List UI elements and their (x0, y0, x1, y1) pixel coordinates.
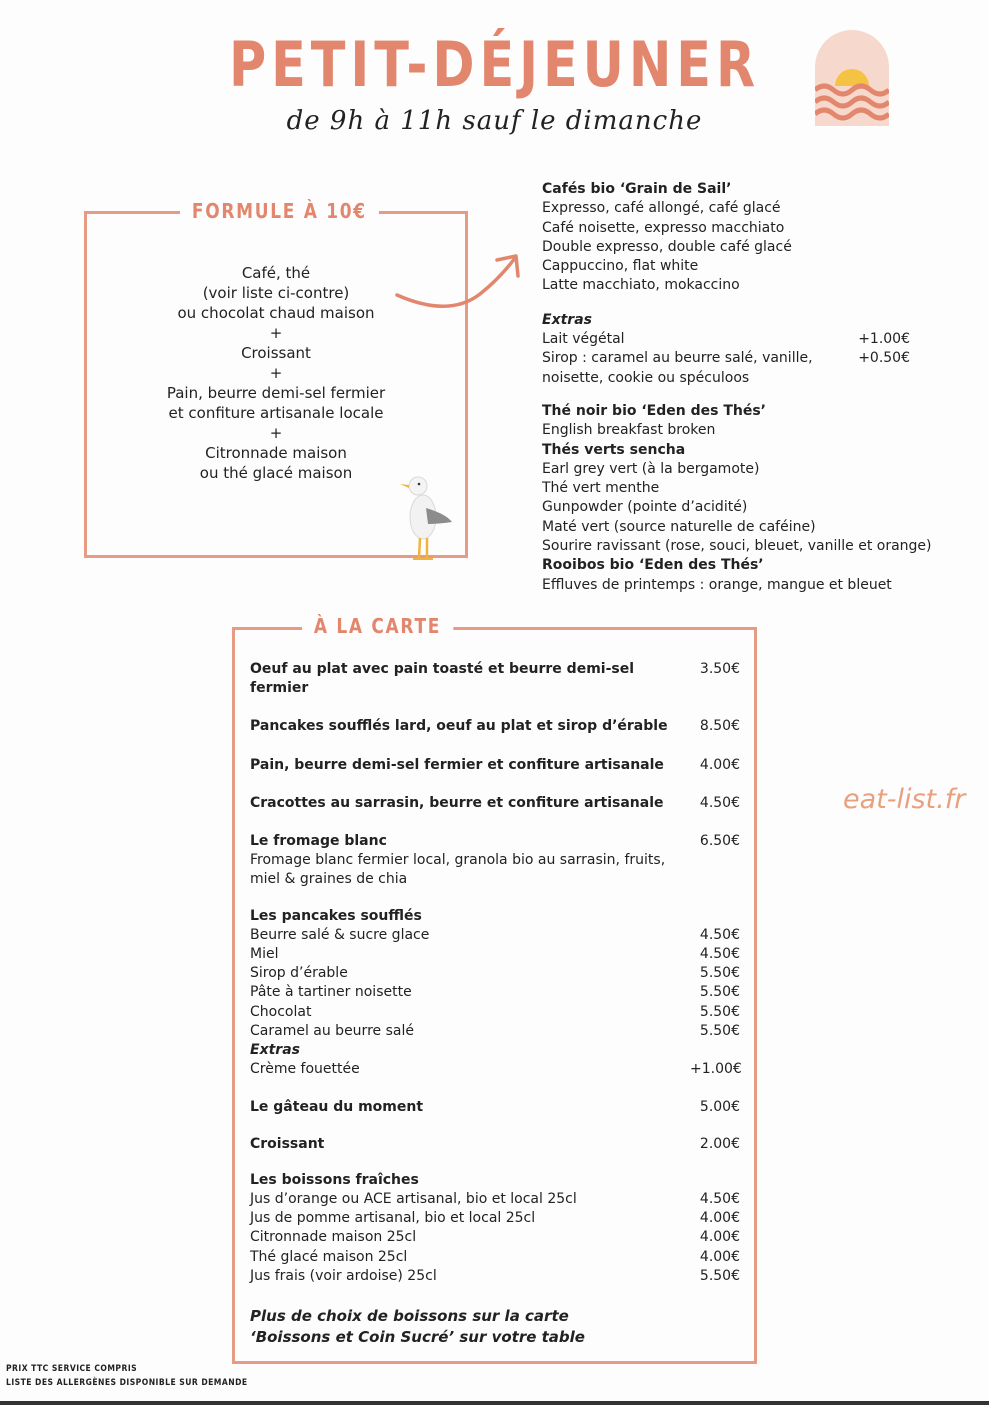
menu-item-price: 4.50€ (699, 794, 740, 811)
menu-item-price: 3.50€ (699, 661, 740, 677)
menu-item-name: Jus de pomme artisanal, bio et local 25cl (250, 1210, 536, 1227)
drinks-list (542, 180, 942, 595)
list-item: Café noisette, expresso macchiato (542, 219, 785, 236)
pancakes-title: Les pancakes soufflés (250, 907, 422, 924)
menu-item-name: Le fromage blanc (250, 833, 387, 850)
seagull-icon (398, 472, 458, 562)
menu-item-price: 4.00€ (699, 1210, 740, 1227)
menu-item-name: Chocolat (250, 1003, 312, 1020)
sunset-waves-icon (815, 30, 889, 126)
list-item: Double expresso, double café glacé (542, 238, 792, 255)
menu-item-price: 6.50€ (699, 833, 740, 850)
formule-plus: + (269, 424, 283, 442)
rooibos-title: Rooibos bio ‘Eden des Thés’ (542, 557, 764, 574)
menu-item-name: Miel (250, 946, 279, 963)
menu-item (250, 1022, 740, 1041)
menu-item-price: 5.50€ (699, 984, 740, 1001)
menu-item-name: Caramel au beurre salé (250, 1022, 414, 1039)
pancakes-extras-title: Extras (250, 1042, 300, 1059)
menu-item (250, 1228, 740, 1247)
menu-item-price: 2.00€ (699, 1135, 740, 1152)
footer-line: LISTE DES ALLERGÈNES DISPONIBLE SUR DEMANDE (6, 1378, 248, 1388)
curved-arrow-icon (394, 248, 524, 312)
list-item: Thé vert menthe (542, 480, 660, 497)
menu-item (250, 1003, 740, 1022)
menu-item-price: 5.50€ (699, 1003, 740, 1020)
menu-item (250, 1248, 740, 1267)
carte-list (250, 660, 740, 1348)
extra-row (542, 330, 942, 349)
the-noir-title: Thé noir bio ‘Eden des Thés’ (542, 402, 766, 419)
menu-item-price: 4.00€ (699, 756, 740, 773)
list-item: English breakfast broken (542, 422, 716, 439)
formule-line: ou chocolat chaud maison (177, 304, 375, 322)
menu-item-price: 8.50€ (699, 718, 740, 735)
menu-item-name: Pâte à tartiner noisette (250, 984, 412, 1001)
cafes-title: Cafés bio ‘Grain de Sail’ (542, 181, 732, 197)
formule-line: ou thé glacé maison (199, 464, 353, 482)
page-subtitle: de 9h à 11h sauf le dimanche (286, 106, 703, 136)
menu-item-name: Cracottes au sarrasin, beurre et confiture artisanale (250, 794, 664, 811)
extra-price: +1.00€ (858, 331, 910, 348)
menu-item (250, 1267, 740, 1286)
menu-item-price: 4.00€ (699, 1248, 740, 1265)
formule-line: (voir liste ci-contre) (202, 284, 350, 302)
menu-item-price: 4.50€ (699, 1191, 740, 1208)
menu-item-name: Jus frais (voir ardoise) 25cl (250, 1267, 437, 1284)
page-title: PETIT-DÉJEUNER (228, 28, 761, 101)
list-item: Latte macchiato, mokaccino (542, 277, 740, 294)
menu-item-name: Thé glacé maison 25cl (250, 1248, 408, 1265)
carte-label: À LA CARTE (302, 614, 453, 638)
extra-name: Lait végétal (542, 331, 625, 348)
list-item: Cappuccino, flat white (542, 258, 699, 275)
menu-item (250, 1098, 740, 1117)
menu-item-name: Crème fouettée (250, 1061, 360, 1078)
menu-item-name: Citronnade maison 25cl (250, 1229, 417, 1246)
formule-plus: + (269, 324, 283, 342)
thes-verts-title: Thés verts sencha (542, 441, 686, 458)
drinks-note: ‘Boissons et Coin Sucré’ sur votre table (250, 1328, 585, 1347)
menu-item-name: Le gâteau du moment (250, 1099, 424, 1116)
menu-item (250, 717, 740, 736)
formule-line: Croissant (241, 344, 311, 362)
footer (6, 1362, 248, 1390)
menu-item-desc: miel & graines de chia (250, 871, 408, 888)
menu-item (250, 1060, 740, 1079)
list-item: Gunpowder (pointe d’acidité) (542, 499, 748, 516)
menu-item (250, 660, 740, 698)
menu-item-name: Beurre salé & sucre glace (250, 926, 430, 943)
list-item: Earl grey vert (à la bergamote) (542, 460, 760, 477)
extra-name: noisette, cookie ou spéculoos (542, 369, 750, 386)
menu-item (250, 1209, 740, 1228)
menu-item (250, 794, 740, 813)
menu-item-desc: Fromage blanc fermier local, granola bio au sarrasin, fruits, (250, 852, 666, 869)
extra-price: +0.50€ (858, 350, 910, 367)
menu-item-price: +1.00€ (690, 1061, 742, 1078)
menu-item (250, 983, 740, 1002)
bottom-border (0, 1401, 989, 1405)
menu-item-price: 5.50€ (699, 965, 740, 982)
boissons-title: Les boissons fraîches (250, 1171, 419, 1188)
menu-item-price: 4.50€ (699, 946, 740, 963)
menu-item-name: Croissant (250, 1135, 325, 1152)
formule-line: et confiture artisanale locale (168, 404, 384, 422)
menu-item (250, 926, 740, 945)
list-item: Maté vert (source naturelle de caféine) (542, 518, 816, 535)
menu-item-price: 4.00€ (699, 1229, 740, 1246)
drinks-note: Plus de choix de boissons sur la carte (250, 1307, 569, 1326)
footer-line: PRIX TTC SERVICE COMPRIS (6, 1364, 138, 1374)
menu-item-name: Pain, beurre demi-sel fermier et confiture artisanale (250, 756, 664, 773)
menu-item (250, 945, 740, 964)
menu-item-name: Jus d’orange ou ACE artisanal, bio et local 25cl (250, 1191, 577, 1208)
formule-line: Café, thé (241, 264, 311, 282)
formule-line: Citronnade maison (205, 444, 347, 462)
list-item: Expresso, café allongé, café glacé (542, 200, 781, 217)
extras-title: Extras (542, 311, 592, 328)
menu-item (250, 832, 740, 851)
menu-item (250, 964, 740, 983)
formule-label: FORMULE À 10€ (180, 199, 379, 223)
menu-item-name: Sirop d’érable (250, 965, 348, 982)
watermark: eat-list.fr (843, 784, 966, 815)
menu-item (250, 756, 740, 775)
list-item: Sourire ravissant (rose, souci, bleuet, vanille et orange) (542, 538, 932, 555)
menu-item (250, 1190, 740, 1209)
menu-item-price: 4.50€ (699, 926, 740, 943)
menu-item (250, 1135, 740, 1154)
extra-name: Sirop : caramel au beurre salé, vanille, (542, 350, 813, 367)
list-item: Effluves de printemps : orange, mangue et bleuet (542, 576, 892, 593)
menu-item-name: Oeuf au plat avec pain toasté et beurre demi-sel fermier (250, 661, 635, 697)
menu-item-name: Pancakes soufflés lard, oeuf au plat et sirop d’érable (250, 718, 668, 735)
menu-item-price: 5.50€ (699, 1022, 740, 1039)
formule-line: Pain, beurre demi-sel fermier (166, 384, 386, 402)
menu-item-price: 5.50€ (699, 1267, 740, 1284)
extra-row (542, 349, 942, 368)
formule-plus: + (269, 364, 283, 382)
menu-item-price: 5.00€ (699, 1099, 740, 1116)
